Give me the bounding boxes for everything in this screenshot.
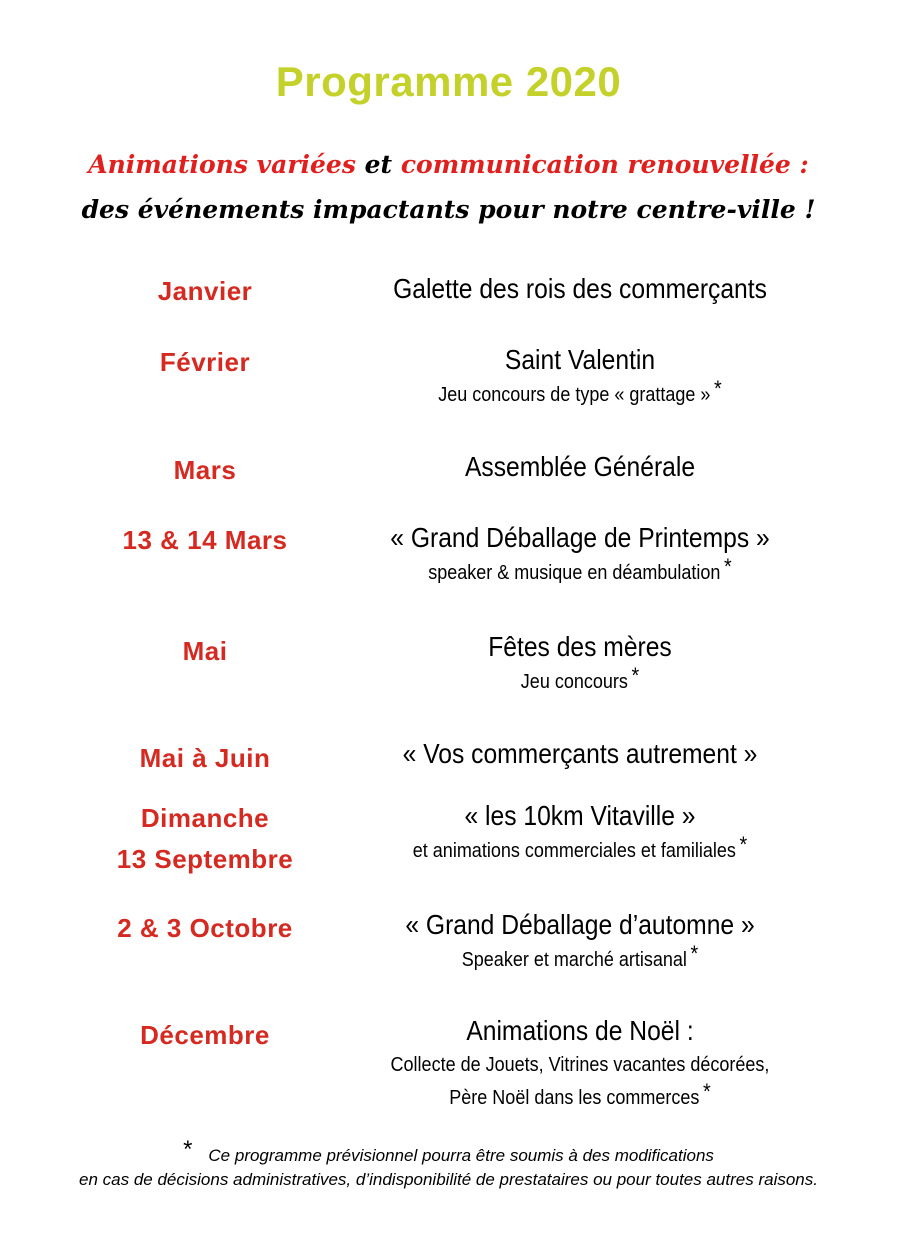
event-title: Saint Valentin	[504, 344, 656, 375]
page-title: Programme 2020	[275, 58, 622, 105]
event-month-mars: Mars	[173, 455, 237, 485]
event-detail-text: et animations commerciales et familiales	[412, 840, 736, 862]
event-title: « les 10km Vitaville »	[464, 800, 696, 831]
event-grand-deballage-automne	[330, 907, 830, 976]
asterisk: *	[702, 1079, 711, 1104]
asterisk: *	[724, 554, 732, 579]
footnote-line-2: en cas de décisions administratives, d’indisponibilité de prestataires ou pour toutes autres raisons.	[79, 1170, 818, 1189]
event-detail: Collecte de Jouets, Vitrines vacantes décorées,	[390, 1054, 770, 1076]
event-month-janvier: Janvier	[157, 276, 253, 306]
subtitle-line-2: des événements impactants pour notre centre-ville !	[81, 195, 816, 224]
event-month-mai: Mai	[182, 636, 228, 666]
event-title: Galette des rois des commerçants	[393, 273, 767, 304]
event-animations-noel	[330, 1013, 830, 1114]
subtitle-communication: communication renouvellée :	[400, 150, 809, 179]
event-detail	[355, 665, 805, 698]
event-date: 13 Septembre	[116, 844, 294, 874]
event-detail-text: speaker & musique en déambulation	[428, 562, 721, 584]
subtitle-line-1	[0, 150, 897, 179]
event-detail	[355, 943, 805, 976]
event-detail	[355, 834, 805, 867]
asterisk: *	[631, 663, 640, 688]
event-fetes-des-meres	[330, 629, 830, 698]
event-10km-vitaville	[330, 798, 830, 867]
event-detail-text: Jeu concours de type « grattage »	[438, 384, 711, 406]
event-detail	[355, 378, 805, 411]
event-month-decembre: Décembre	[140, 1020, 270, 1050]
event-title: Fêtes des mères	[488, 631, 672, 662]
asterisk: *	[739, 832, 748, 857]
subtitle-animations: Animations variées	[88, 150, 356, 179]
event-detail-2	[355, 1081, 805, 1114]
asterisk: *	[690, 941, 699, 966]
event-janvier	[330, 271, 830, 307]
event-detail-text: Père Noël dans les commerces	[449, 1087, 700, 1109]
event-day: Dimanche	[140, 803, 270, 833]
event-vos-commercants	[330, 736, 830, 772]
subtitle-et: et	[364, 150, 393, 179]
event-month-fevrier: Février	[159, 347, 251, 377]
event-title: Assemblée Générale	[464, 451, 696, 482]
event-mars	[330, 449, 830, 485]
event-detail	[355, 556, 805, 589]
footnote-line-1	[0, 1136, 897, 1168]
event-title: « Grand Déballage d’automne »	[405, 909, 755, 940]
footnote-text-1: Ce programme prévisionnel pourra être soumis à des modifications	[208, 1146, 714, 1165]
event-detail-text: Jeu concours	[520, 671, 628, 693]
event-month-mai-juin: Mai à Juin	[139, 743, 271, 773]
event-month-mars-deballage: 13 & 14 Mars	[122, 525, 288, 555]
event-month-septembre	[60, 798, 350, 880]
event-month-octobre: 2 & 3 Octobre	[117, 913, 293, 943]
event-title: « Grand Déballage de Printemps »	[390, 522, 770, 553]
footnote-asterisk: *	[183, 1136, 193, 1163]
event-title: « Vos commerçants autrement »	[402, 738, 758, 769]
asterisk: *	[714, 376, 722, 401]
event-grand-deballage-printemps	[330, 520, 830, 589]
event-title: Animations de Noël :	[466, 1015, 694, 1046]
event-detail-text: Speaker et marché artisanal	[461, 949, 687, 971]
event-fevrier	[330, 342, 830, 411]
